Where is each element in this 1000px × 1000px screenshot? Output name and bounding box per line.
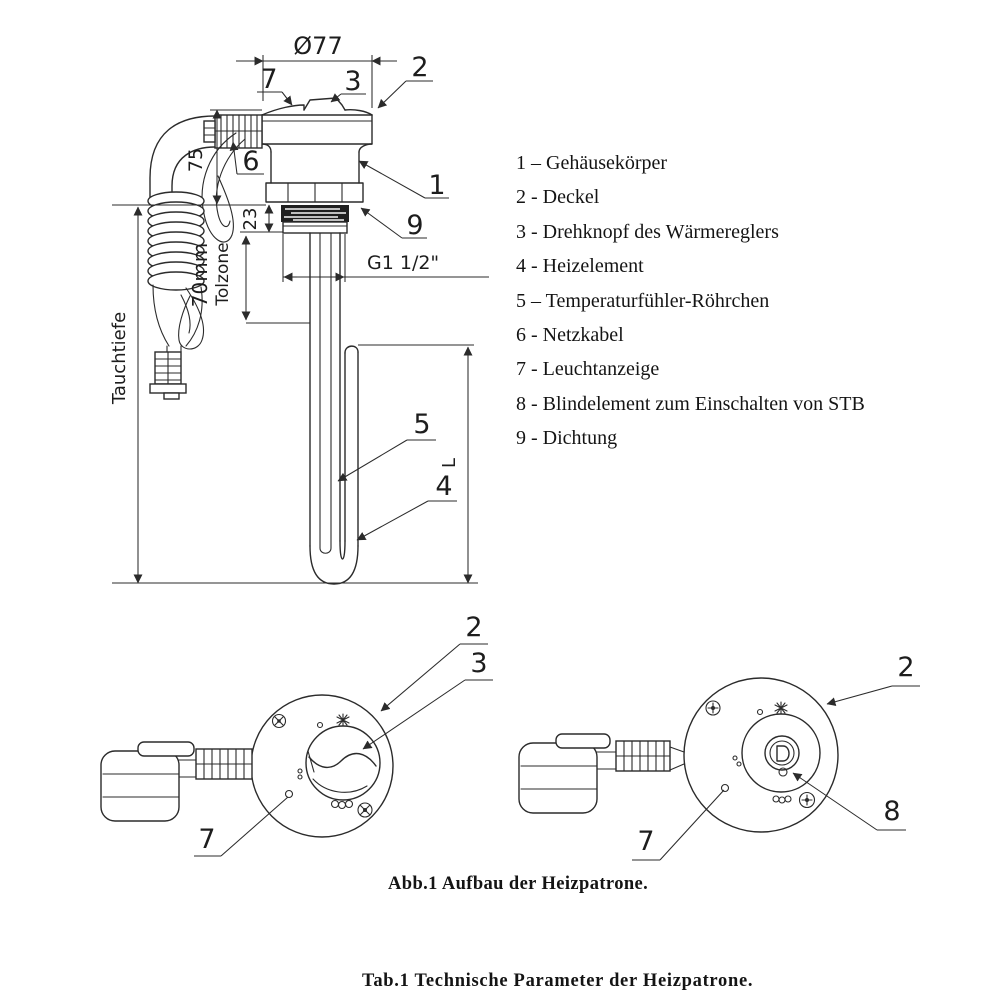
callout-2-number: 2 (411, 52, 429, 83)
callout-7-number: 7 (198, 824, 216, 855)
callout-2-top (378, 52, 433, 108)
cable-hook-lower (153, 285, 169, 346)
heater-head (262, 98, 372, 202)
callout-3-top (331, 66, 366, 102)
max-setting-dots (773, 796, 791, 803)
callout-7-number: 7 (637, 826, 655, 857)
callout-3-number: 3 (344, 66, 362, 97)
screw-icon (706, 701, 720, 715)
callout-1-number: 1 (428, 170, 446, 201)
main-side-view (109, 32, 489, 584)
scale-mark (758, 710, 763, 715)
callout-3-number: 3 (470, 648, 488, 679)
callout-4-number: 4 (435, 471, 453, 502)
callout-9-number: 9 (406, 210, 424, 241)
blind-element-pin (779, 768, 787, 776)
callout-9 (361, 208, 427, 241)
thread-seal (281, 205, 349, 233)
parts-legend (516, 146, 865, 456)
seal-flange (283, 222, 347, 233)
thermostat-knob-profile (304, 98, 345, 110)
plug-right-view (519, 734, 684, 813)
indicator-light (722, 785, 729, 792)
callout-7-number: 7 (260, 64, 278, 95)
indicator-light (286, 791, 293, 798)
cable-hook-upper (202, 133, 236, 242)
table-caption: Tab.1 Technische Parameter der Heizpatrone. (362, 971, 754, 991)
callout-7-left-view (194, 797, 288, 856)
scale-mark (318, 723, 323, 728)
scale-mark (298, 775, 302, 779)
return-tube-cap (345, 346, 358, 353)
heating-tube (310, 233, 358, 584)
tube-u-bend (310, 546, 358, 584)
frost-symbol-icon (337, 714, 349, 726)
dim-23-text: 23 (240, 207, 261, 231)
legend-item-9: 9 - Dichtung (516, 427, 618, 450)
blind-element-d-shape (777, 746, 789, 761)
dim-tolzone-label: Tolzone (213, 242, 233, 306)
callout-1 (359, 161, 449, 201)
callout-4 (357, 471, 457, 540)
dim-tauchtiefe-text: Tauchtiefe (109, 311, 130, 405)
scale-mark (298, 769, 302, 773)
callout-6-number: 6 (242, 146, 260, 177)
callout-5 (338, 409, 436, 481)
figure-caption: Abb.1 Aufbau der Heizpatrone. (388, 874, 649, 894)
housing-body (271, 152, 359, 183)
top-view-blind-element (519, 652, 920, 860)
top-view-knob (101, 612, 493, 856)
legend-item-5: 5 – Temperaturfühler-Röhrchen (516, 289, 770, 312)
power-plug (150, 346, 186, 399)
max-setting-dots (332, 801, 353, 809)
dim-element-length (358, 345, 474, 583)
sensor-tube-tip (320, 548, 331, 553)
scale-mark (737, 762, 741, 766)
callout-7-right-view (632, 790, 724, 860)
screw-icon (358, 803, 372, 817)
plug-left-view (101, 742, 252, 821)
knob-grip-wave (309, 754, 376, 768)
legend-item-6: 6 - Netzkabel (516, 324, 624, 347)
dim-length-text: L (439, 457, 460, 469)
dim-diameter-text: Ø77 (293, 32, 343, 60)
recess-circle (742, 714, 820, 792)
callout-8-number: 8 (883, 796, 901, 827)
callout-2-number: 2 (897, 652, 915, 683)
dim-thread-size (283, 234, 489, 282)
knob-circle (306, 726, 380, 800)
legend-item-2: 2 - Deckel (516, 186, 600, 209)
callout-5-number: 5 (413, 409, 431, 440)
callout-7-top (257, 64, 292, 105)
scale-mark (733, 756, 737, 760)
legend-item-3: 3 - Drehknopf des Wärmereglers (516, 220, 779, 243)
cap-band (262, 115, 372, 144)
legend-item-7: 7 - Leuchtanzeige (516, 358, 660, 381)
dim-thread-text: G1 1/2" (367, 252, 440, 274)
screw-icon (800, 793, 815, 808)
callout-2-right-view (827, 652, 920, 704)
callout-8-right-view (793, 773, 906, 830)
cap-dome (262, 105, 304, 115)
legend-item-4: 4 - Heizelement (516, 255, 644, 278)
callout-2-number: 2 (465, 612, 483, 643)
callout-3-left-view (363, 648, 493, 749)
legend-item-8: 8 - Blindelement zum Einschalten von STB (516, 392, 865, 415)
dim-tolzone-value: 70mm (188, 242, 212, 308)
dim-tolerance-zone (188, 236, 310, 323)
dim-thread-23 (240, 205, 283, 232)
frost-symbol-icon (775, 702, 787, 714)
dim-75-text: 75 (185, 147, 207, 173)
legend-item-1: 1 – Gehäusekörper (516, 152, 668, 174)
screw-icon (273, 715, 286, 728)
